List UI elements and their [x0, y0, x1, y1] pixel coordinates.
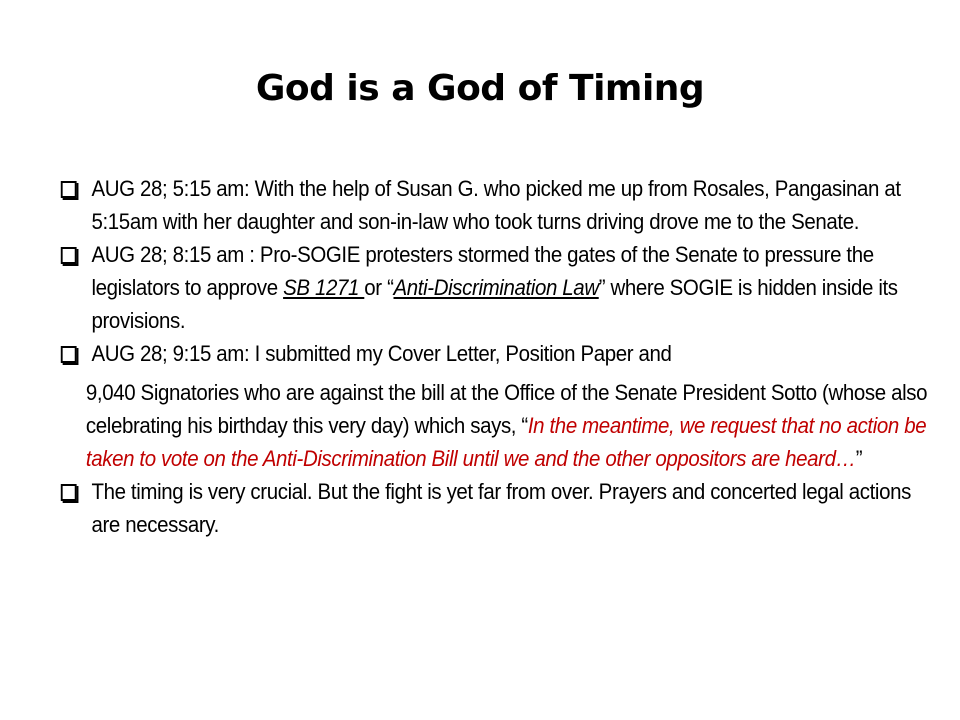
- bullet-text: AUG 28; 8:15 am : Pro-SOGIE protesters stormed the gates of the Senate to pressure the legislators to approve: [91, 242, 874, 300]
- checkbox-bullet-icon: [61, 181, 77, 198]
- bullet-item-1: [58, 172, 928, 238]
- bullet-text: Signatories who are against the bill at the Office of the Senate President Sotto (whose also celebrating his birthday this very day) which says, “: [85, 380, 928, 438]
- bullet-text: or “: [364, 275, 394, 300]
- quoted-request: In the meantime, we request that no action be taken to vote on the Anti-Discrimination Bill until we and the other oppositors are heard…: [85, 413, 927, 471]
- bullet-item-2: [58, 238, 928, 337]
- bullet-item-4: [58, 475, 928, 541]
- bullet-item-3-continued: [58, 376, 928, 475]
- bullet-text: The timing is very crucial. But the fight is yet far from over. Prayers and concerted legal actions are necessary.: [91, 479, 911, 537]
- sb1271-link[interactable]: SB 1271: [283, 275, 365, 300]
- bullet-text: AUG 28; 9:15 am: I submitted my Cover Letter, Position Paper and: [91, 341, 672, 366]
- bullet-text: ” where SOGIE is hidden inside its provisions.: [91, 275, 898, 333]
- quote-end: ”: [855, 446, 863, 471]
- checkbox-bullet-icon: [61, 484, 77, 501]
- checkbox-bullet-icon: [61, 346, 77, 363]
- signatory-count: 9,040: [85, 380, 136, 405]
- checkbox-bullet-icon: [61, 247, 77, 264]
- bullet-list: [58, 172, 928, 541]
- anti-discrimination-law-link[interactable]: Anti-Discrimination Law: [393, 275, 599, 300]
- bullet-text: AUG 28; 5:15 am: With the help of Susan G. who picked me up from Rosales, Pangasinan at 5:15am with her daughter and son-in-law who took turns driving drove me to the Senate.: [91, 176, 901, 234]
- slide-title: God is a God of Timing: [255, 68, 705, 109]
- bullet-item-3: [58, 337, 928, 370]
